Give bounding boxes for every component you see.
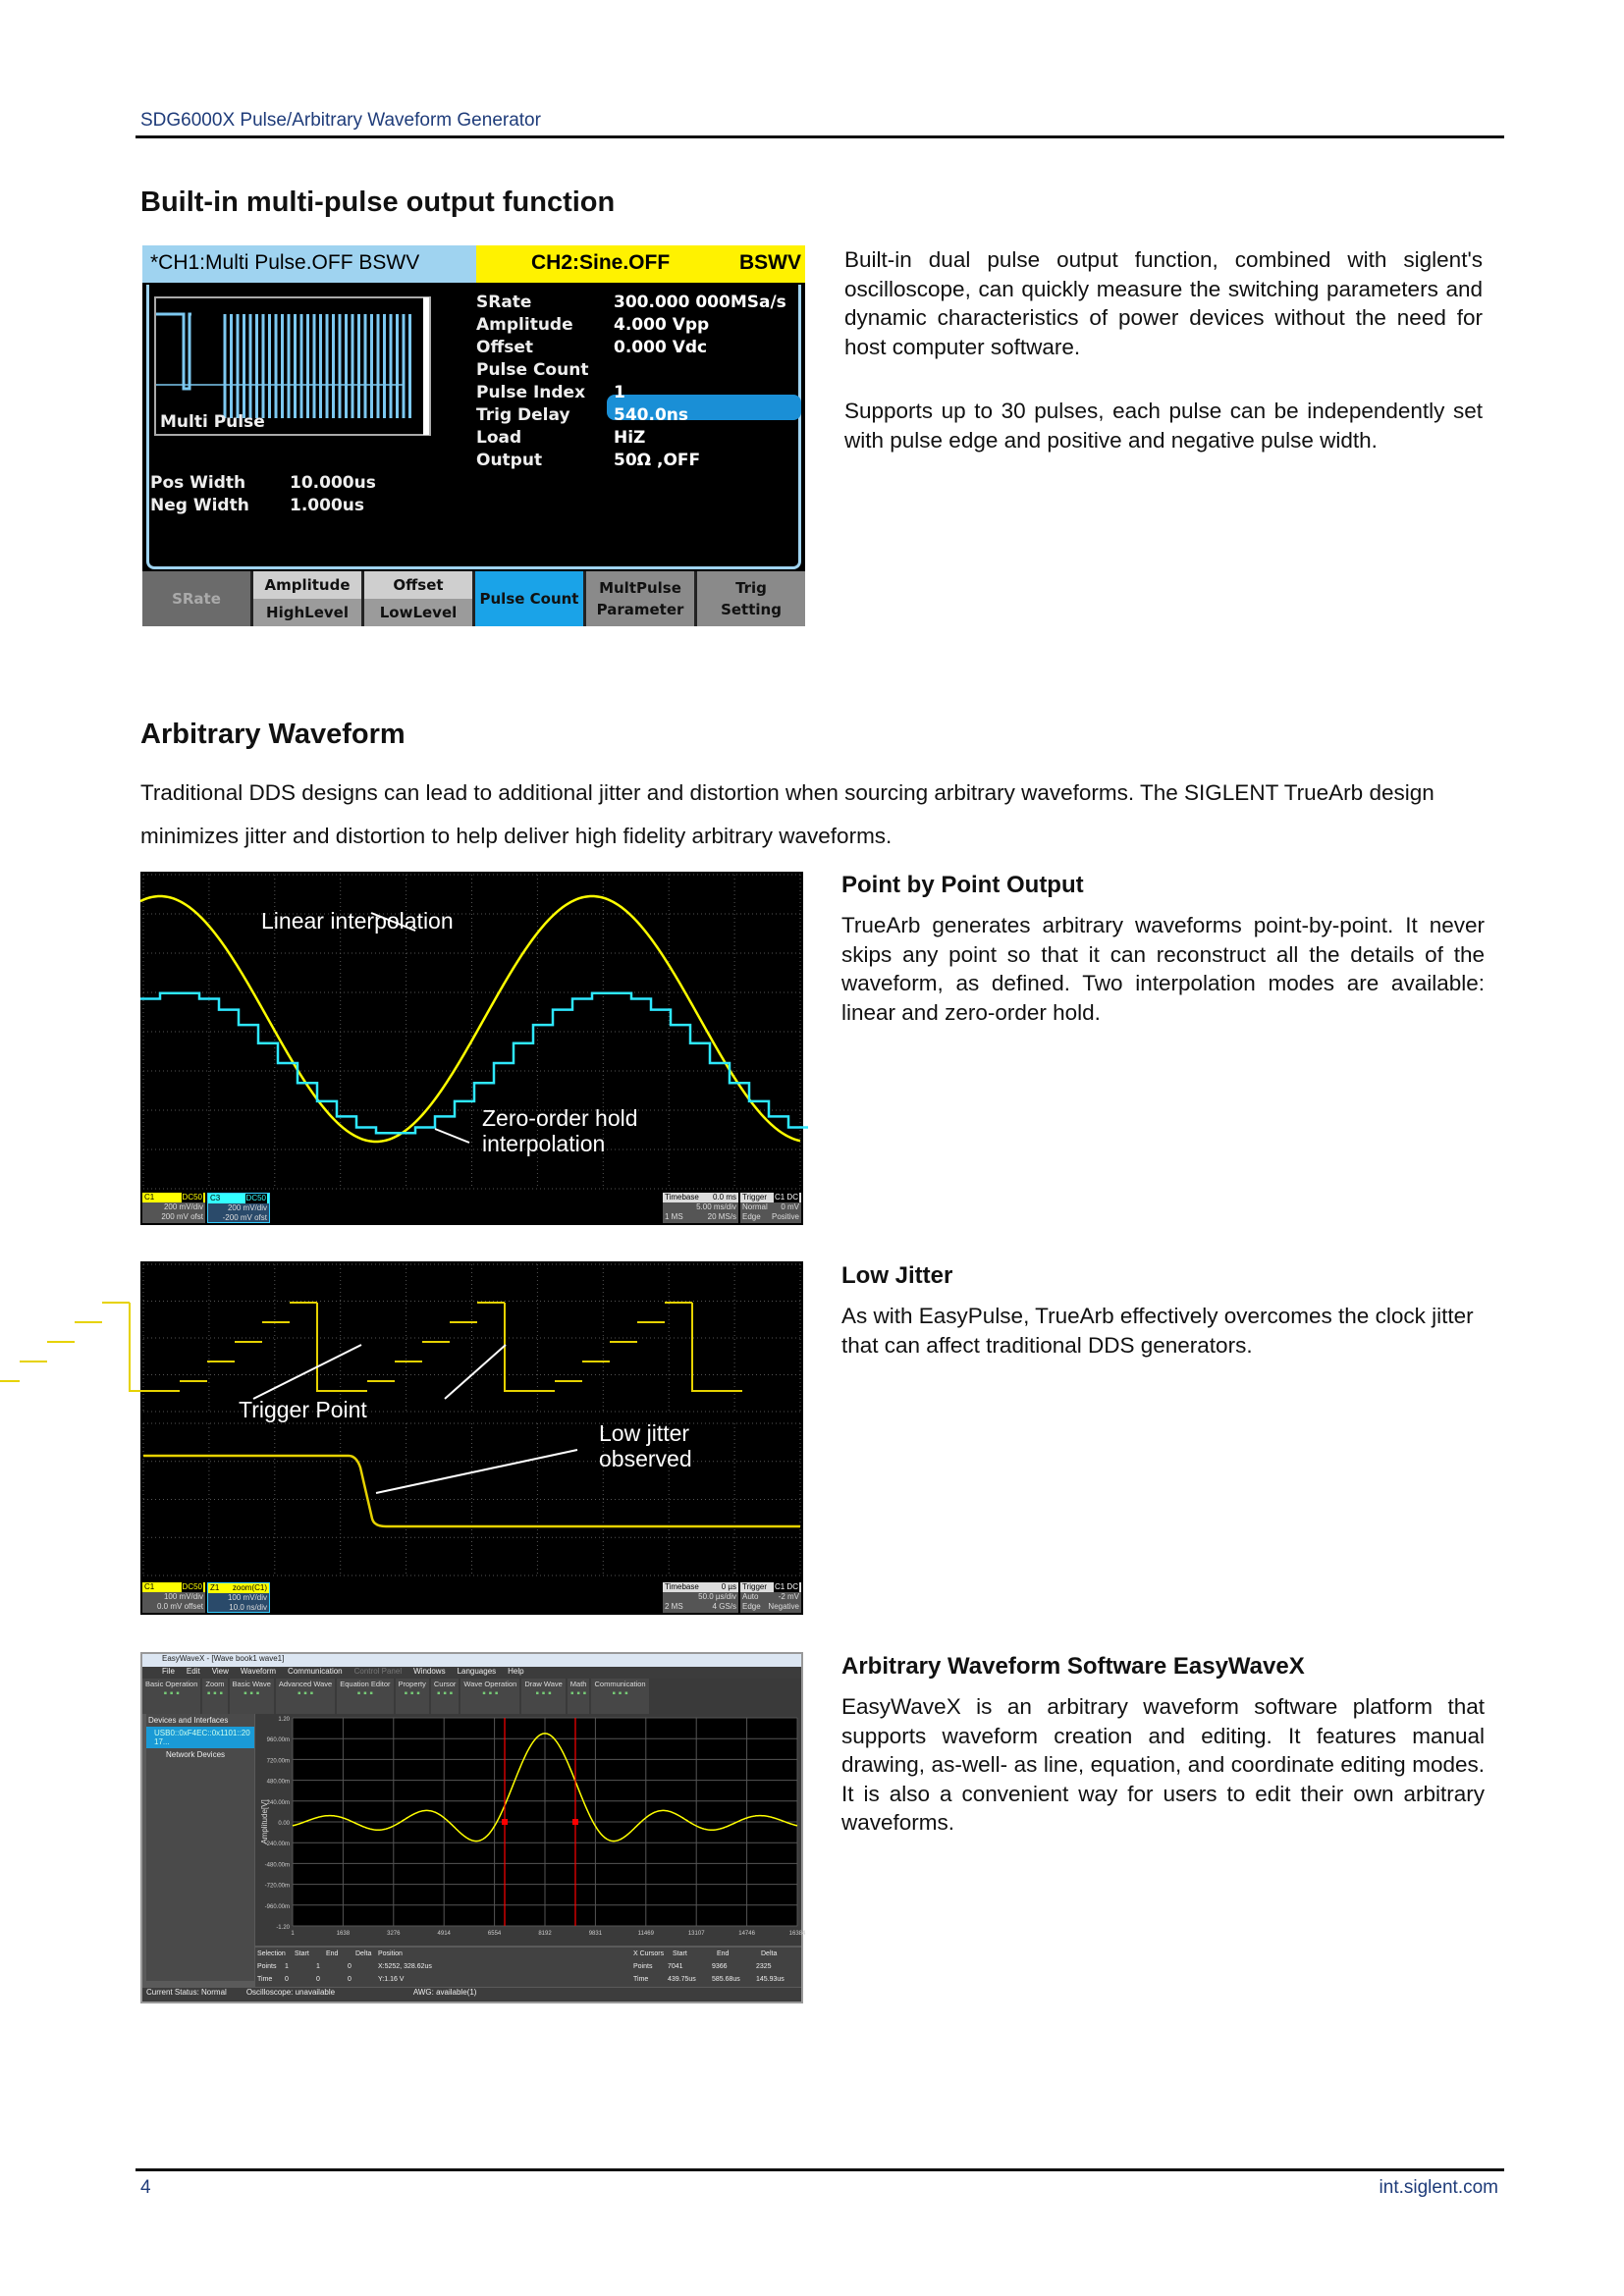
z1-descriptor — [207, 1582, 270, 1613]
trigger-slope: Negative — [768, 1602, 799, 1611]
xcursors-time-label: Time — [633, 1976, 649, 1983]
x-tick-label: 6554 — [487, 1931, 502, 1937]
param-value[interactable]: 300.000 000MSa/s — [614, 293, 786, 312]
selection-p-delta: 0 — [348, 1963, 352, 1970]
y-tick-label: 1.20 — [278, 1717, 290, 1723]
toolgroup[interactable] — [431, 1679, 460, 1714]
zoh-arrow — [435, 1129, 469, 1143]
tool-icons: ▪ ▪ ▪ — [570, 1688, 587, 1699]
selection-start-h: Start — [295, 1950, 309, 1957]
param-label: Pulse Index — [476, 383, 586, 402]
tool-icons: ▪ ▪ ▪ — [535, 1688, 552, 1699]
toolgroup[interactable] — [202, 1679, 227, 1714]
annotation-zoh-2: interpolation — [482, 1131, 606, 1156]
status-scope: Oscilloscope: unavailable — [245, 1988, 336, 1997]
softkey-amplitude[interactable] — [253, 571, 364, 626]
selection-p-start[interactable]: 1 — [285, 1963, 289, 1970]
menu-item[interactable]: View — [211, 1667, 229, 1676]
trigger-mode: Normal — [742, 1202, 768, 1211]
toolgroup-label: Advanced Wave — [278, 1680, 333, 1688]
multipulse-description-1: Built-in dual pulse output function, combined with siglent's oscilloscope, can quickly measure the switching parameters and dynamic characteristics of power devices without the need for host computer software. — [844, 247, 1483, 359]
param-value[interactable]: 30 — [614, 360, 637, 380]
ch2-tab-label: CH2:Sine.OFF — [531, 251, 671, 274]
c1-name: C1 — [144, 1582, 155, 1591]
x-tick-label: 11469 — [637, 1931, 654, 1937]
easywavex-text: EasyWaveX is an arbitrary waveform software platform that supports waveform creation and editing. It features manual drawing, as-well- as line, equation, and coordinate editing modes. It is also a convenient way for users to edit their own arbitrary waveforms. — [841, 1694, 1485, 1835]
ewx-info-panel — [255, 1948, 801, 1987]
annotation-zoh-1: Zero-order hold — [482, 1105, 638, 1131]
softkey-amplitude-top: Amplitude — [253, 571, 361, 599]
tree-device[interactable]: USB0::0xF4EC::0x1101::2017... — [146, 1727, 254, 1748]
toolgroup[interactable] — [568, 1679, 590, 1714]
selection-time-label: Time — [257, 1976, 273, 1983]
xcursors-delta-h: Delta — [761, 1950, 778, 1957]
tool-icons: ▪ ▪ ▪ — [206, 1688, 224, 1699]
c3-descriptor — [207, 1193, 270, 1223]
tool-icons: ▪ ▪ ▪ — [163, 1688, 180, 1699]
staircase-trace — [0, 1303, 742, 1391]
timebase-descriptor — [663, 1582, 738, 1613]
status-current: Current Status: Normal — [146, 1988, 227, 1997]
y-tick-label: 960.00m — [266, 1737, 290, 1744]
c1-descriptor — [142, 1193, 205, 1223]
menu-item[interactable]: Communication — [288, 1667, 343, 1676]
param-label: Amplitude — [476, 315, 573, 335]
tool-icons: ▪ ▪ ▪ — [482, 1688, 499, 1699]
x-tick-label: 3276 — [387, 1931, 401, 1937]
trigger-type: Edge — [742, 1602, 761, 1611]
timebase-rate: 20 MS/s — [707, 1212, 736, 1221]
c3-vdiv: 200 mV/div — [227, 1203, 267, 1212]
softkey-multpulse-line2: Parameter — [596, 601, 684, 618]
cursor-marker — [502, 1819, 508, 1825]
param-label: SRate — [476, 293, 532, 312]
y-tick-label: -240.00m — [264, 1842, 290, 1848]
tool-icons: ▪ ▪ ▪ — [356, 1688, 373, 1699]
timebase-points: 2 MS — [665, 1602, 683, 1611]
param-value[interactable]: HiZ — [614, 428, 646, 448]
y-tick-label: 0.00 — [278, 1821, 290, 1827]
param-value[interactable]: 4.000 Vpp — [614, 315, 710, 335]
c1-offset: 200 mV ofst — [161, 1212, 203, 1221]
ewx-statusbar — [142, 1988, 801, 2002]
ch1-tab: *CH1:Multi Pulse.OFF BSWV — [142, 245, 476, 283]
xcursors-p-start[interactable]: 7041 — [668, 1963, 683, 1970]
param-label: Load — [476, 428, 522, 448]
toolgroup-label: Communication — [594, 1680, 646, 1688]
softkey-srate[interactable]: SRate — [142, 571, 253, 626]
c1-vdiv: 200 mV/div — [163, 1202, 203, 1211]
menu-item[interactable]: Edit — [186, 1667, 200, 1676]
timebase-label: Timebase — [665, 1193, 699, 1201]
selection-label: Selection — [257, 1950, 286, 1957]
toolgroup[interactable] — [396, 1679, 429, 1714]
menu-item[interactable]: Windows — [413, 1667, 446, 1676]
selection-t-start[interactable]: 0 — [285, 1976, 289, 1983]
selection-end-h: End — [326, 1950, 339, 1957]
xcursors-p-end[interactable]: 9366 — [712, 1963, 728, 1970]
softkey-bar — [142, 571, 805, 626]
left-param-value[interactable]: 1.000us — [290, 496, 364, 515]
toolgroup[interactable] — [591, 1679, 648, 1714]
ewx-menubar — [142, 1667, 801, 1679]
tree-network[interactable]: Network Devices — [166, 1750, 226, 1759]
left-param-value[interactable]: 10.000us — [290, 473, 376, 493]
timebase-tdiv: 5.00 ms/div — [696, 1202, 736, 1211]
xcursors-start-h: Start — [673, 1950, 687, 1957]
selection-points-label: Points — [257, 1963, 277, 1970]
softkey-trig-line2: Setting — [721, 601, 782, 618]
toolgroup-label: Basic Wave — [232, 1680, 271, 1688]
toolgroup-label: Wave Operation — [463, 1680, 517, 1688]
trigger-descriptor — [740, 1193, 801, 1223]
c1-coupling: DC50 — [182, 1193, 202, 1201]
x-tick-label: 13107 — [687, 1931, 705, 1937]
param-value[interactable]: 540.0ns — [614, 405, 688, 425]
tool-icons: ▪ ▪ ▪ — [404, 1688, 420, 1699]
trigger-mode: Auto — [742, 1592, 759, 1601]
x-tick-label: 8192 — [538, 1931, 552, 1937]
annotation-linear: Linear interpolation — [261, 908, 454, 934]
softkey-offset-top: Offset — [364, 571, 472, 599]
softkey-trig-setting[interactable] — [697, 571, 805, 626]
xcursors-p-delta: 2325 — [756, 1963, 772, 1970]
status-awg: AWG: available(1) — [412, 1988, 477, 1997]
y-tick-label: -480.00m — [264, 1862, 290, 1869]
multipulse-description-2: Supports up to 30 pulses, each pulse can be independently set with pulse edge and positive and negative pulse width. — [844, 399, 1483, 453]
softkey-offset[interactable] — [364, 571, 475, 626]
menu-item[interactable]: Languages — [457, 1667, 497, 1676]
easywavex-screenshot — [140, 1652, 806, 2003]
trigger-label: Trigger — [742, 1582, 768, 1591]
toolgroup-label: Basic Operation — [145, 1680, 198, 1688]
preview-label: Multi Pulse — [160, 412, 265, 432]
trigger-label: Trigger — [742, 1193, 768, 1201]
menu-item[interactable]: Waveform — [240, 1667, 277, 1676]
timebase-label: Timebase — [665, 1582, 699, 1591]
param-value[interactable]: 0.000 Vdc — [614, 338, 708, 357]
cursor-marker — [572, 1819, 578, 1825]
y-tick-label: 720.00m — [266, 1758, 290, 1765]
low-jitter-text: As with EasyPulse, TrueArb effectively overcomes the clock jitter that can affect traditional DDS generators. — [841, 1304, 1474, 1358]
ewx-waveform-plot — [255, 1714, 806, 1946]
annotation-trigger-point: Trigger Point — [239, 1397, 367, 1422]
selection-p-end[interactable]: 1 — [316, 1963, 320, 1970]
xcursors-label: X Cursors — [633, 1950, 665, 1957]
param-value[interactable]: 50Ω ,OFF — [614, 451, 701, 470]
annotation-low-jitter-1: Low jitter — [599, 1420, 690, 1446]
softkey-trig-line1: Trig — [735, 579, 767, 597]
softkey-pulse-count[interactable]: Pulse Count — [475, 571, 586, 626]
footer-rule — [135, 2168, 1504, 2171]
toolgroup-label: Draw Wave — [524, 1680, 563, 1688]
xcursors-t-end[interactable]: 585.68us — [712, 1976, 740, 1983]
instrument-screen — [142, 245, 805, 626]
toolgroup[interactable] — [460, 1679, 519, 1714]
softkey-offset-bottom: LowLevel — [364, 599, 472, 626]
trigger-descriptor — [740, 1582, 801, 1613]
y-tick-label: 240.00m — [266, 1799, 290, 1806]
selection-delta-h: Delta — [355, 1950, 372, 1957]
left-param-label: Neg Width — [150, 496, 249, 515]
timebase-delay: 0.0 ms — [712, 1193, 736, 1201]
toolgroup[interactable] — [337, 1679, 393, 1714]
trigger-source: C1 DC — [774, 1582, 798, 1591]
toolgroup-label: Equation Editor — [340, 1680, 391, 1688]
interpolation-scope-screenshot — [140, 872, 803, 1225]
timebase-descriptor — [663, 1193, 738, 1223]
document-header: SDG6000X Pulse/Arbitrary Waveform Generator — [140, 110, 541, 131]
param-value[interactable]: 1 — [614, 383, 625, 402]
trigger-type: Edge — [742, 1212, 761, 1221]
trigger-slope: Positive — [771, 1212, 799, 1221]
c1-coupling: DC50 — [182, 1582, 202, 1591]
y-tick-label: 480.00m — [266, 1779, 290, 1786]
easywavex-title: Arbitrary Waveform Software EasyWaveX — [841, 1653, 1305, 1680]
param-label: Pulse Count — [476, 360, 589, 380]
c3-name: C3 — [210, 1194, 221, 1202]
jitter-waveforms — [140, 1261, 803, 1615]
section-title-multipulse: Built-in multi-pulse output function — [140, 187, 616, 218]
toolgroup-label: Cursor — [433, 1680, 457, 1688]
timebase-delay: 0 µs — [721, 1582, 736, 1591]
c1-offset: 0.0 mV offset — [157, 1602, 203, 1611]
xcursors-t-start[interactable]: 439.75us — [668, 1976, 696, 1983]
selection-t-end[interactable]: 0 — [316, 1976, 320, 1983]
toolgroup-label: Zoom — [205, 1680, 225, 1688]
softkey-multpulse-parameter[interactable] — [586, 571, 697, 626]
softkey-amplitude-bottom: HighLevel — [253, 599, 361, 626]
left-param-label: Pos Width — [150, 473, 246, 493]
tool-icons: ▪ ▪ ▪ — [297, 1688, 314, 1699]
y-tick-label: -720.00m — [264, 1883, 290, 1890]
trigger-level: 0 mV — [781, 1202, 799, 1211]
tree-root[interactable]: Devices and Interfaces — [148, 1716, 229, 1725]
interpolation-waveforms — [140, 872, 803, 1225]
x-tick-label: 4914 — [437, 1931, 451, 1937]
y-tick-label: -960.00m — [264, 1903, 290, 1910]
softkey-multpulse-line1: MultPulse — [599, 579, 681, 597]
jitter-scope-screenshot — [140, 1261, 803, 1615]
y-tick-label: -1.20 — [276, 1925, 290, 1931]
z1-name: Z1 — [210, 1583, 220, 1592]
z1-tdiv: 10.0 ns/div — [229, 1603, 267, 1612]
x-tick-label: 1 — [291, 1931, 295, 1937]
ch2-mode: BSWV — [739, 251, 801, 274]
x-tick-label: 16384 — [788, 1931, 806, 1937]
tool-icons: ▪ ▪ ▪ — [437, 1688, 454, 1699]
zero-order-hold-trace — [140, 993, 808, 1134]
c1-descriptor — [142, 1582, 205, 1613]
toolgroup[interactable] — [142, 1679, 200, 1714]
position-x: X:5252, 328.62us — [378, 1963, 432, 1970]
menu-item[interactable]: Control Panel — [353, 1667, 403, 1676]
menu-item[interactable]: File — [162, 1667, 175, 1676]
tool-icons: ▪ ▪ ▪ — [612, 1688, 628, 1699]
arbitrary-intro: Traditional DDS designs can lead to additional jitter and distortion when sourcing arbitrary waveforms. The SIGLENT TrueArb design minimizes jitter and distortion to help deliver high fidelity arbitrary waveforms. — [140, 780, 1435, 848]
page-number: 4 — [140, 2177, 151, 2198]
z1-source: zoom(C1) — [232, 1583, 267, 1592]
y-axis-label: Amplitude[V] — [260, 1799, 269, 1844]
trigger-arrow-2 — [445, 1345, 506, 1399]
section-title-arbitrary: Arbitrary Waveform — [140, 719, 406, 750]
position-y: Y:1.16 V — [378, 1976, 405, 1983]
timebase-tdiv: 50.0 µs/div — [698, 1592, 736, 1601]
trigger-level: -2 mV — [778, 1592, 799, 1601]
ewx-titlebar: EasyWaveX - [Wave book1 wave1] — [142, 1654, 801, 1667]
c3-coupling: DC50 — [245, 1194, 266, 1202]
multipulse-trace — [156, 314, 410, 418]
xcursors-t-delta: 145.93us — [756, 1976, 785, 1983]
x-tick-label: 14746 — [738, 1931, 755, 1937]
ch2-tab — [476, 245, 805, 283]
timebase-points: 1 MS — [665, 1212, 683, 1221]
trigger-source: C1 DC — [774, 1193, 798, 1201]
low-jitter-title: Low Jitter — [841, 1262, 953, 1289]
point-by-point-title: Point by Point Output — [841, 872, 1084, 898]
param-label: Output — [476, 451, 543, 470]
x-tick-label: 1638 — [336, 1931, 351, 1937]
toolgroup[interactable] — [521, 1679, 565, 1714]
c1-name: C1 — [144, 1193, 155, 1201]
toolgroup[interactable] — [230, 1679, 274, 1714]
ewx-device-tree — [146, 1714, 254, 1981]
annotation-low-jitter-2: observed — [599, 1446, 692, 1471]
c3-offset: -200 mV ofst — [222, 1213, 267, 1222]
param-label: Offset — [476, 338, 533, 357]
menu-item[interactable]: Help — [508, 1667, 524, 1676]
timebase-rate: 4 GS/s — [712, 1602, 736, 1611]
xcursors-end-h: End — [717, 1950, 730, 1957]
footer-site-link[interactable]: int.siglent.com — [1379, 2177, 1498, 2198]
z1-vdiv: 100 mV/div — [227, 1593, 267, 1602]
toolgroup-label: Property — [398, 1680, 426, 1688]
toolgroup[interactable] — [276, 1679, 335, 1714]
header-rule — [135, 135, 1504, 138]
tool-icons: ▪ ▪ ▪ — [244, 1688, 260, 1699]
x-tick-label: 9831 — [588, 1931, 603, 1937]
preview-scrollbar — [423, 297, 429, 435]
point-by-point-text: TrueArb generates arbitrary waveforms point-by-point. It never skips any point so that it can reconstruct all the details of the waveform, as defined. Two interpolation modes are available: linear and zero-order hold. — [841, 913, 1485, 1025]
selection-t-delta: 0 — [348, 1976, 352, 1983]
c1-vdiv: 100 mV/div — [163, 1592, 203, 1601]
xcursors-points-label: Points — [633, 1963, 653, 1970]
ewx-toolbar — [142, 1679, 801, 1714]
param-label: Trig Delay — [476, 405, 570, 425]
position-label: Position — [378, 1950, 403, 1957]
toolgroup-label: Math — [569, 1680, 587, 1688]
